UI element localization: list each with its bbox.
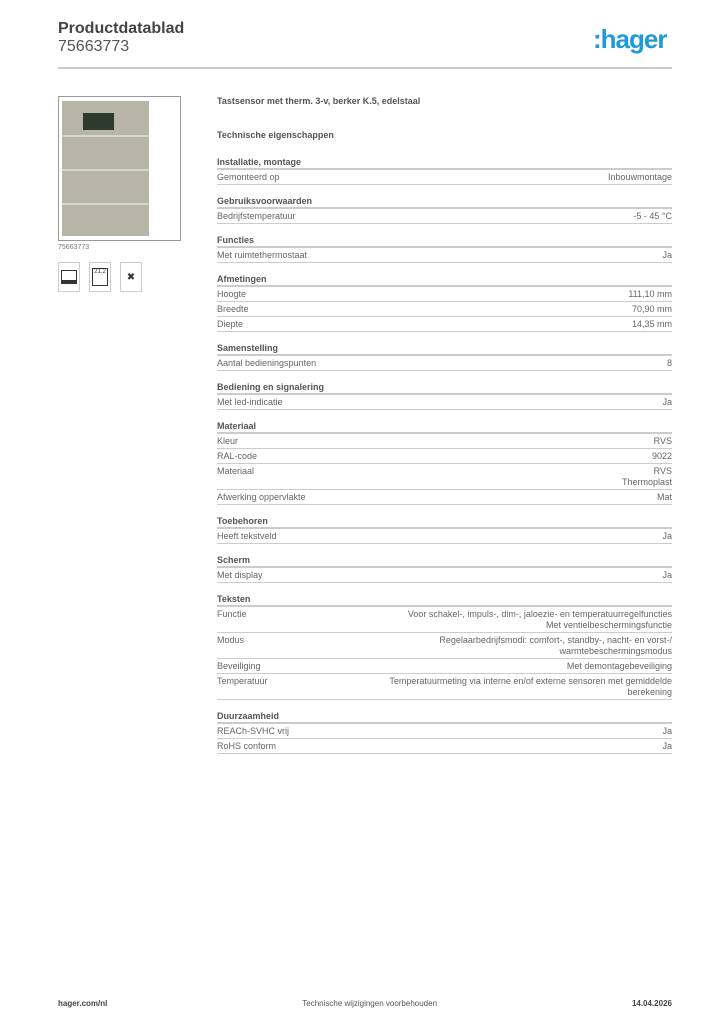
- image-caption: 75663773: [58, 244, 90, 251]
- spec-row: [217, 356, 672, 371]
- spec-label: RAL-code: [217, 451, 258, 461]
- spec-section: [217, 419, 672, 505]
- spec-value: 70,90 mm: [631, 304, 672, 314]
- spec-row: [217, 434, 672, 449]
- spec-row: [217, 674, 672, 700]
- divider: [62, 169, 149, 171]
- spec-value: Ja: [662, 726, 672, 736]
- spec-label: Functie: [217, 609, 247, 619]
- spec-row: [217, 529, 672, 544]
- hager-logo: :hager: [593, 24, 667, 54]
- product-name: Tastsensor met therm. 3-v, berker K.5, edelstaal: [217, 96, 421, 106]
- spec-row: [217, 633, 672, 659]
- spec-value: Ja: [662, 570, 672, 580]
- page-title: Productdatablad: [58, 20, 185, 37]
- spec-section: [217, 155, 672, 185]
- section-title: Teksten: [217, 592, 672, 607]
- spec-section: [217, 194, 672, 224]
- divider: [62, 203, 149, 205]
- footer-website[interactable]: hager.com/nl: [58, 999, 108, 1008]
- spec-value: RVS Thermoplast: [621, 466, 672, 487]
- divider: [62, 135, 149, 137]
- spec-label: Kleur: [217, 436, 239, 446]
- spec-label: Materiaal: [217, 466, 255, 476]
- product-image: [58, 96, 181, 241]
- spec-value: Regelaarbedrijfsmodi: comfort-, standby-, nacht- en vorst-/ warmtebeschermingsmodus: [439, 635, 672, 656]
- spec-section: [217, 272, 672, 332]
- spec-label: Temperatuur: [217, 676, 268, 686]
- section-title: Bediening en signalering: [217, 380, 672, 395]
- footer: [58, 999, 672, 1008]
- spec-label: Gemonteerd op: [217, 172, 280, 182]
- spec-row: [217, 170, 672, 185]
- spec-section: [217, 380, 672, 410]
- spec-value: Ja: [662, 531, 672, 541]
- footer-date: 14.04.2026: [631, 999, 672, 1008]
- spec-label: Breedte: [217, 304, 249, 314]
- section-title: Functies: [217, 233, 672, 248]
- spec-row: [217, 739, 672, 754]
- spec-row: [217, 607, 672, 633]
- spec-row: [217, 395, 672, 410]
- spec-section: [217, 514, 672, 544]
- section-title: Toebehoren: [217, 514, 672, 529]
- spec-value: Ja: [662, 741, 672, 751]
- weee-bin-icon: ✖: [120, 262, 142, 292]
- section-title: Installatie, montage: [217, 155, 672, 170]
- spec-value: 8: [666, 358, 672, 368]
- thermostat-display-icon: 21.2: [89, 262, 111, 292]
- spec-section: [217, 709, 672, 754]
- spec-value: Met demontagebeveiliging: [566, 661, 672, 671]
- spec-row: [217, 568, 672, 583]
- spec-section: [217, 553, 672, 583]
- spec-row: [217, 724, 672, 739]
- spec-value: RVS: [653, 436, 672, 446]
- spec-label: REACh-SVHC vrij: [217, 726, 290, 736]
- spec-label: Afwerking oppervlakte: [217, 492, 306, 502]
- spec-row: [217, 209, 672, 224]
- spec-section: [217, 233, 672, 263]
- spec-table: [217, 155, 672, 754]
- spec-value: Mat: [656, 492, 672, 502]
- spec-value: 14,35 mm: [631, 319, 672, 329]
- spec-label: Diepte: [217, 319, 244, 329]
- spec-label: Aantal bedieningspunten: [217, 358, 317, 368]
- footer-disclaimer: Technische wijzigingen voorbehouden: [302, 999, 438, 1008]
- product-number: 75663773: [58, 38, 130, 55]
- spec-section: [217, 341, 672, 371]
- section-title: Samenstelling: [217, 341, 672, 356]
- spec-value: Inbouwmontage: [607, 172, 672, 182]
- spec-value: Ja: [662, 397, 672, 407]
- display-device-icon: [58, 262, 80, 292]
- section-title: Afmetingen: [217, 272, 672, 287]
- spec-row: [217, 302, 672, 317]
- spec-label: Met ruimtethermostaat: [217, 250, 308, 260]
- spec-value: -5 - 45 °C: [633, 211, 672, 221]
- spec-label: Bedrijfstemperatuur: [217, 211, 296, 221]
- header-divider: [58, 67, 672, 69]
- spec-row: [217, 248, 672, 263]
- spec-label: Modus: [217, 635, 245, 645]
- section-title: Materiaal: [217, 419, 672, 434]
- section-title: Gebruiksvoorwaarden: [217, 194, 672, 209]
- spec-label: RoHS conform: [217, 741, 277, 751]
- spec-label: Hoogte: [217, 289, 247, 299]
- spec-row: [217, 464, 672, 490]
- spec-value: 111,10 mm: [628, 289, 672, 299]
- spec-value: Temperatuurmeting via interne en/of externe sensoren met gemiddelde berekening: [389, 676, 672, 697]
- spec-value: Ja: [662, 250, 672, 260]
- spec-label: Heeft tekstveld: [217, 531, 277, 541]
- spec-row: [217, 317, 672, 332]
- section-title: Duurzaamheid: [217, 709, 672, 724]
- spec-row: [217, 659, 672, 674]
- spec-value: Voor schakel-, impuls-, dim-, jaloezie- en temperatuurregelfuncties Met ventielbeschermingsfunctie: [407, 609, 672, 630]
- spec-value: 9022: [651, 451, 672, 461]
- spec-row: [217, 287, 672, 302]
- spec-row: [217, 490, 672, 505]
- display-window: [83, 113, 114, 130]
- spec-label: Beveiliging: [217, 661, 261, 671]
- spec-label: Met display: [217, 570, 263, 580]
- section-title: Scherm: [217, 553, 672, 568]
- section-heading: Technische eigenschappen: [217, 130, 334, 140]
- spec-section: [217, 592, 672, 700]
- spec-row: [217, 449, 672, 464]
- spec-label: Met led-indicatie: [217, 397, 283, 407]
